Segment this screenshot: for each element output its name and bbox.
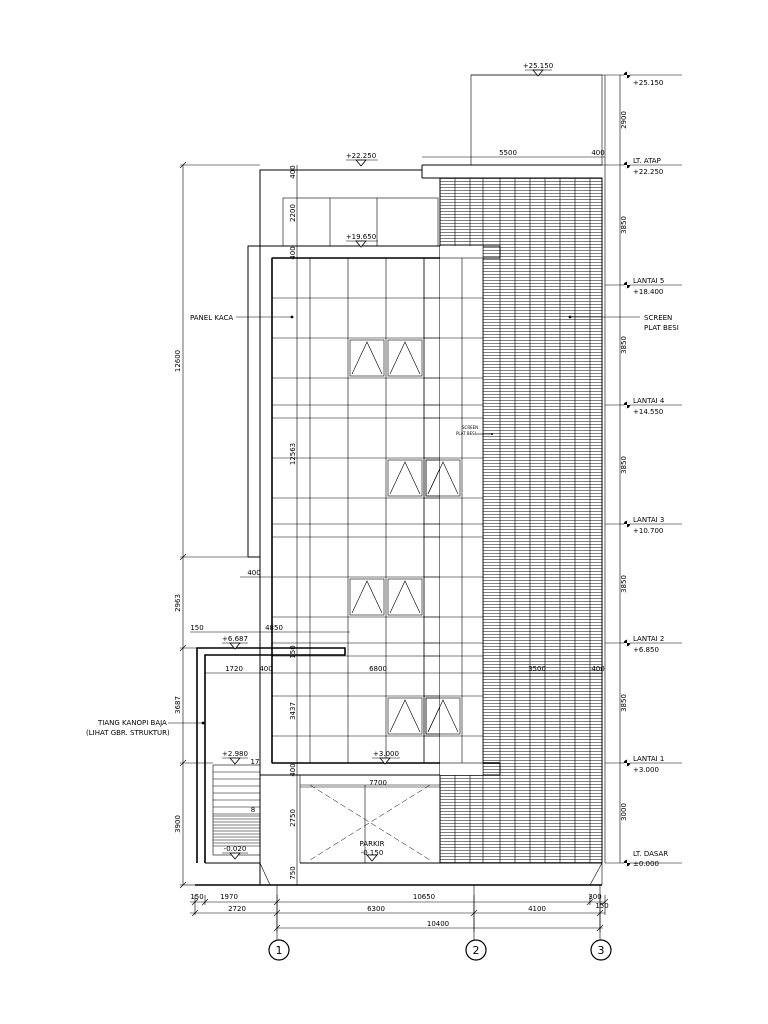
elevation-mark (523, 62, 553, 76)
svg-text:+22.250: +22.250 (345, 152, 377, 160)
level-elev-5: +18.400 (633, 288, 664, 296)
dim-inner-400: 400 (289, 763, 297, 777)
tiang-label-line2: (LIHAT GBR. STRUKTUR) (86, 729, 170, 737)
screen-small-label-line2: PLAT BESI (456, 431, 476, 436)
level-name-5: LANTAI 5 (633, 277, 665, 285)
svg-text:+6.687: +6.687 (222, 635, 248, 643)
dim-inner-150: 150 (289, 645, 297, 659)
screen-small-label-line1: SCREEN (462, 425, 479, 430)
level-name-2: LANTAI 2 (633, 635, 665, 643)
dim-7700: 7700 (369, 779, 387, 787)
dim-right-3850: 3850 (620, 456, 628, 474)
dim-400-top: 400 (591, 149, 605, 157)
svg-text:1: 1 (275, 944, 283, 957)
dim-1720: 1720 (225, 665, 243, 673)
dim-right-3850: 3850 (620, 575, 628, 593)
dim-inner-400: 400 (289, 246, 297, 260)
svg-text:+19.650: +19.650 (345, 233, 377, 241)
dim-right-3000: 3000 (620, 803, 628, 821)
level-name-1: LANTAI 1 (633, 755, 665, 763)
dim-inner-3437: 3437 (289, 702, 297, 720)
grid-bubble-1 (269, 940, 289, 960)
dim-left-3900: 3900 (174, 815, 182, 833)
tiang-label-line1: TIANG KANOPI BAJA (98, 719, 167, 727)
level-elev-roof-top: +25.150 (633, 79, 664, 87)
dim-inner-2750: 2750 (289, 809, 297, 827)
screen-label-line2: PLAT BESI (644, 324, 679, 332)
panel-kaca-label: PANEL KACA (190, 314, 234, 322)
screen-label-line1: SCREEN (644, 314, 673, 322)
svg-text:-0.150: -0.150 (360, 849, 384, 857)
dim-right-2900: 2900 (620, 111, 628, 129)
dim-3500: 3500 (528, 665, 546, 673)
svg-text:+2.980: +2.980 (222, 750, 248, 758)
dim-8: 8 (250, 806, 256, 814)
elevation-mark (222, 845, 248, 859)
svg-text:3: 3 (597, 944, 605, 957)
elevation-mark (372, 750, 400, 764)
dim-bottom-6300: 6300 (367, 905, 385, 913)
dim-inner-400: 400 (289, 165, 297, 179)
level-elev-3: +10.700 (633, 527, 664, 535)
dim-5500: 5500 (499, 149, 517, 157)
grid-bubble-2 (466, 940, 486, 960)
level-symbol (624, 521, 630, 527)
level-name-4: LANTAI 4 (633, 397, 665, 405)
dim-4850: 4850 (265, 624, 283, 632)
dim-bottom-150: 150 (190, 893, 204, 901)
elevation-mark (360, 840, 385, 861)
level-elev-atap: +22.250 (633, 168, 664, 176)
svg-text:+25.150: +25.150 (522, 62, 554, 70)
level-symbol (624, 640, 630, 646)
grid-bubble-3 (591, 940, 611, 960)
dim-right-3850: 3850 (620, 694, 628, 712)
level-name-3: LANTAI 3 (633, 516, 665, 524)
dim-400-left: 400 (247, 569, 261, 577)
screen-plat-besi (440, 178, 605, 863)
dim-bottom-2720: 2720 (228, 905, 246, 913)
roof-tower-outline (471, 75, 605, 165)
level-elev-dasar: ±0.000 (633, 860, 659, 868)
dim-bottom-1970: 1970 (220, 893, 238, 901)
elevation-mark (222, 750, 248, 764)
level-elev-1: +3.000 (633, 766, 659, 774)
bottom-dimensions (190, 893, 609, 932)
elevation-mark (346, 152, 378, 166)
dim-bottom-150-right: 150 (595, 902, 609, 910)
level-symbol (624, 860, 630, 866)
level-symbol (624, 162, 630, 168)
left-parapet-frame (248, 170, 422, 557)
dim-inner-12563: 12563 (289, 442, 297, 466)
level-elev-2: +6.850 (633, 646, 659, 654)
svg-text:+3.000: +3.000 (373, 750, 399, 758)
dim-bottom-10650: 10650 (412, 893, 436, 901)
level-symbol (624, 402, 630, 408)
dim-left-12600: 12600 (174, 349, 182, 373)
elevation-mark (222, 635, 248, 649)
elevation-mark (346, 233, 378, 247)
dim-17: 17 (250, 758, 260, 766)
svg-text:-0.020: -0.020 (223, 845, 247, 853)
level-symbol (624, 282, 630, 288)
level-name-atap: LT. ATAP (633, 157, 661, 165)
svg-text:2: 2 (472, 944, 480, 957)
dim-left-3687: 3687 (174, 696, 182, 714)
dim-bottom-10400: 10400 (426, 920, 450, 928)
dim-inner-750: 750 (289, 866, 297, 880)
level-elev-4: +14.550 (633, 408, 664, 416)
canopy (197, 648, 345, 863)
dim-bottom-4100: 4100 (528, 905, 546, 913)
parkir-label: PARKIR (359, 840, 385, 848)
dim-bottom-300: 300 (588, 893, 602, 901)
dim-right-3850: 3850 (620, 216, 628, 234)
level-name-dasar: LT. DASAR (633, 850, 669, 858)
dim-inner-2200: 2200 (289, 204, 297, 222)
level-symbol (624, 760, 630, 766)
dim-400-right: 400 (591, 665, 605, 673)
dim-6800: 6800 (369, 665, 387, 673)
dim-right-3850: 3850 (620, 336, 628, 354)
dim-150-left: 150 (190, 624, 204, 632)
dim-left-2963: 2963 (174, 594, 182, 612)
dim-400-canopy: 400 (259, 665, 273, 673)
level-symbol (624, 72, 630, 78)
